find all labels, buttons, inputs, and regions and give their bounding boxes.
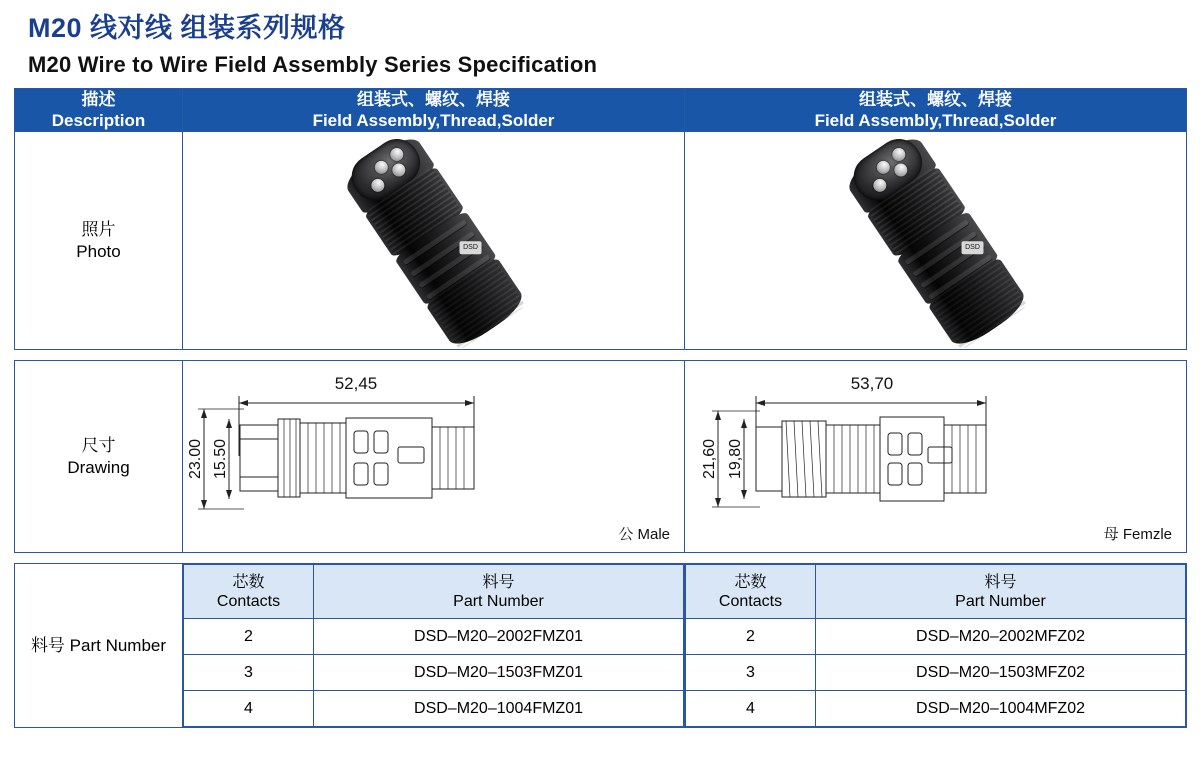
photo-row [15, 132, 1187, 350]
cell-contacts: 2 [686, 619, 816, 655]
cell-part-number: DSD–M20–1004MFZ02 [816, 691, 1186, 727]
col-header-part-number: 料号 Part Number [816, 565, 1186, 619]
table-row [184, 619, 684, 655]
table-row [686, 655, 1186, 691]
connector-image-male [339, 130, 528, 352]
cell-part-number: DSD–M20–1503FMZ01 [314, 655, 684, 691]
cell-part-number: DSD–M20–2002MFZ02 [816, 619, 1186, 655]
dim-outer-female: 21,60 [700, 439, 718, 480]
drawing-female [685, 361, 1187, 553]
gender-label-female: 母 Femzle [1103, 526, 1172, 544]
row-label-drawing: 尺寸 Drawing [15, 361, 183, 553]
cell-part-number: DSD–M20–2002FMZ01 [314, 619, 684, 655]
cell-contacts: 3 [184, 655, 314, 691]
dim-inner-female: 19,80 [726, 439, 744, 480]
dim-length-male: 52,45 [334, 374, 377, 394]
row-label-photo: 照片 Photo [15, 132, 183, 350]
dim-inner-male: 15.50 [211, 439, 229, 480]
dim-outer-male: 23.00 [186, 439, 204, 480]
header-column-1: 组装式、螺纹、焊接 Field Assembly,Thread,Solder [183, 88, 685, 132]
col-header-part-number: 料号 Part Number [314, 565, 684, 619]
page-title-en: M20 Wire to Wire Field Assembly Series Specification [28, 51, 598, 77]
cell-part-number: DSD–M20–1004FMZ01 [314, 691, 684, 727]
header-column-2: 组装式、螺纹、焊接 Field Assembly,Thread,Solder [685, 88, 1187, 132]
page-title-zh: M20 线对线 组装系列规格 [28, 13, 346, 43]
photo-female-connector [685, 132, 1187, 350]
cell-contacts: 3 [686, 655, 816, 691]
table-header-row [686, 565, 1186, 619]
cell-contacts: 2 [184, 619, 314, 655]
cell-contacts: 4 [184, 691, 314, 727]
partnumber-table-left [183, 564, 684, 727]
drawing-svg-male [184, 361, 684, 547]
table-header-row [184, 565, 684, 619]
spec-table-drawing [14, 360, 1187, 553]
dim-length-female: 53,70 [850, 374, 893, 394]
table-header-row [15, 88, 1187, 132]
cell-contacts: 4 [686, 691, 816, 727]
spec-table-top [14, 88, 1187, 351]
partnumber-right-cell [685, 564, 1187, 728]
partnumber-table-right [685, 564, 1186, 727]
connector-brand-mark: DSD [961, 241, 983, 254]
table-row [686, 691, 1186, 727]
partnumber-left-cell [183, 564, 685, 728]
col-header-contacts: 芯数 Contacts [184, 565, 314, 619]
table-row [686, 619, 1186, 655]
cell-part-number: DSD–M20–1503MFZ02 [816, 655, 1186, 691]
table-row [184, 691, 684, 727]
drawing-row [15, 361, 1187, 553]
spec-table-partnumbers [14, 563, 1187, 728]
drawing-svg-female [686, 361, 1186, 547]
drawing-male [183, 361, 685, 553]
connector-brand-mark: DSD [459, 241, 481, 254]
gender-label-male: 公 Male [618, 526, 670, 544]
table-row [184, 655, 684, 691]
photo-male-connector [183, 132, 685, 350]
connector-image-female [841, 130, 1030, 352]
col-header-contacts: 芯数 Contacts [686, 565, 816, 619]
header-description: 描述 Description [15, 88, 183, 132]
row-label-partnumber: 料号 Part Number [15, 564, 183, 728]
